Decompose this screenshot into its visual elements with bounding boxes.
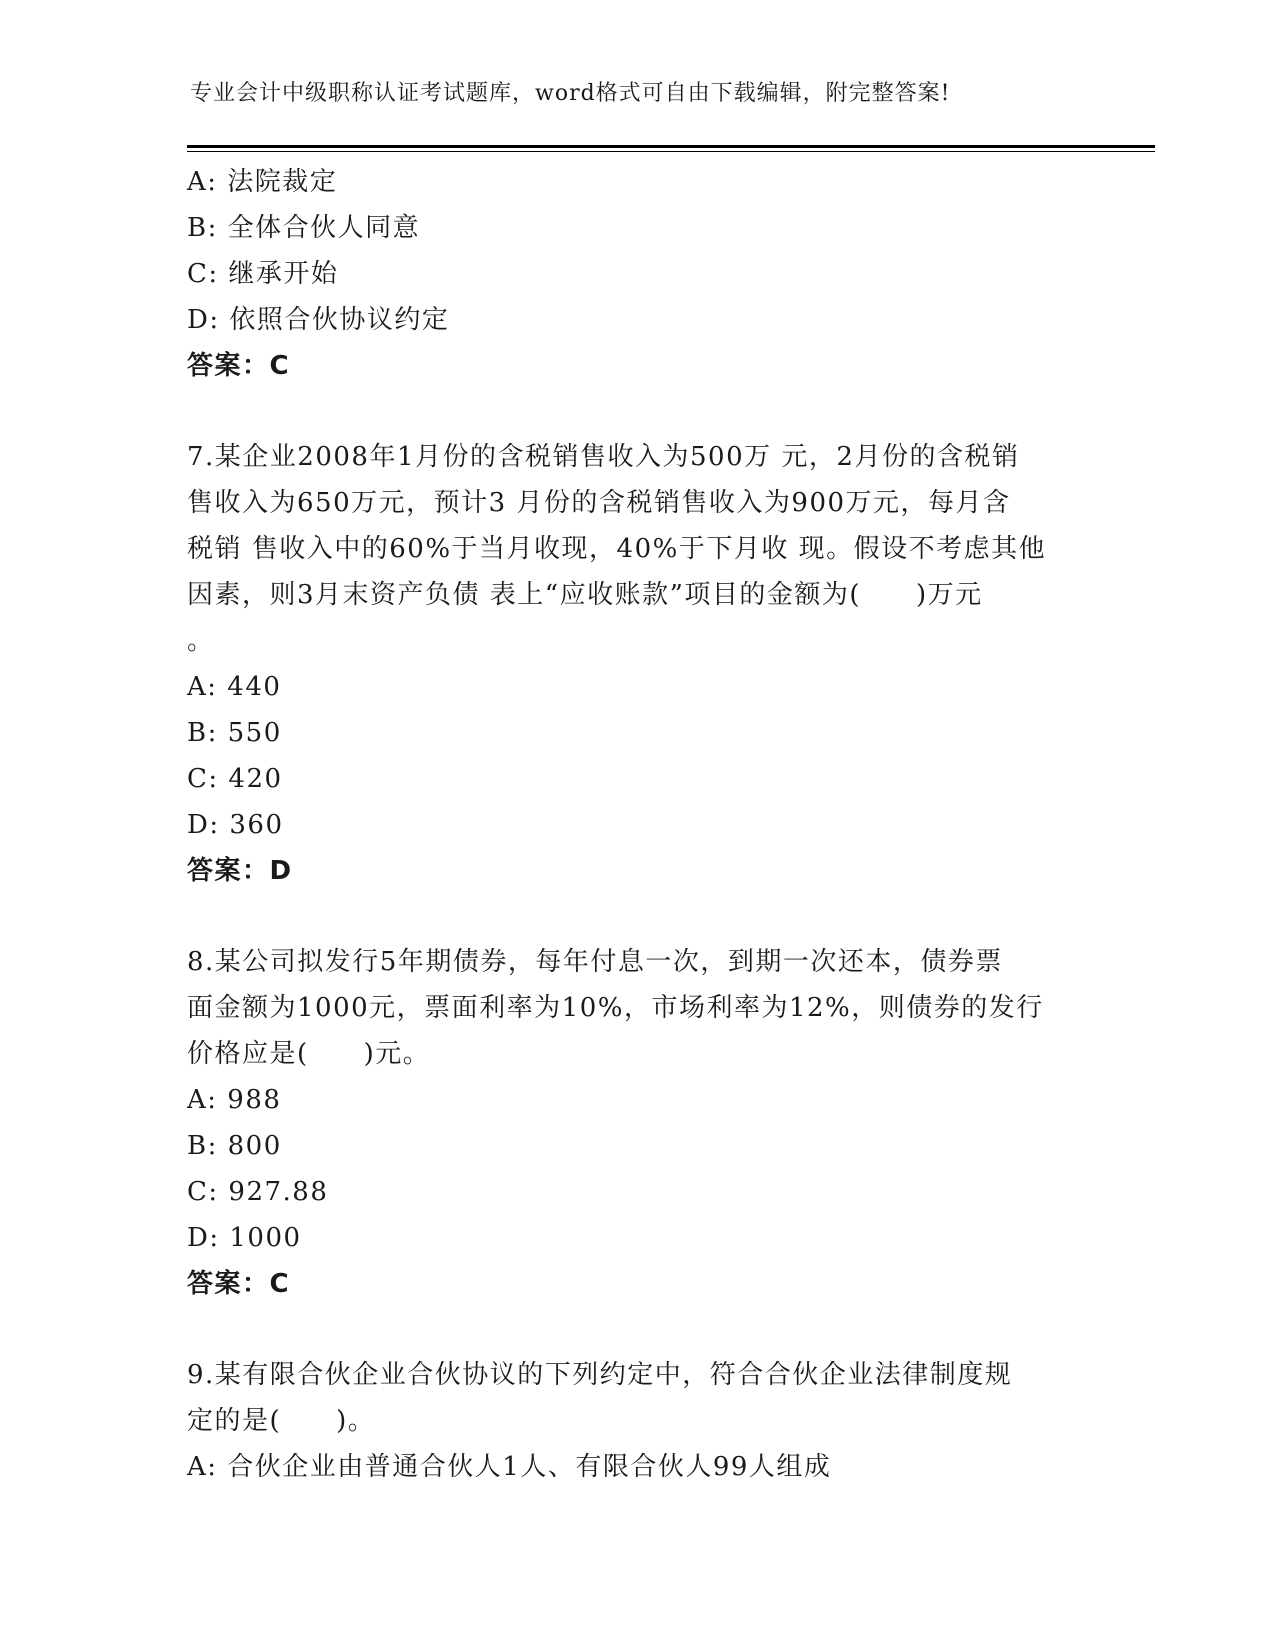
option-d: D: 360 [187,810,284,840]
option-b: B: 800 [187,1131,282,1161]
question-9 [187,1352,1087,1490]
question-7 [187,434,1087,894]
header-rule-thin [187,151,1155,152]
question-text-line: 因素，则3月末资产负债 表上“应收账款”项目的金额为( )万元 [187,580,983,610]
option-a: A: 440 [187,672,282,702]
option-d: D: 1000 [187,1223,302,1253]
question-text-line: 价格应是( )元。 [187,1039,431,1069]
question-text-line: 8.某公司拟发行5年期债券，每年付息一次，到期一次还本，债券票 [187,947,1003,977]
question-text-line: 7.某企业2008年1月份的含税销售收入为500万 元，2月份的含税销 [187,442,1020,472]
question-text-line: 。 [187,626,215,656]
option-c: C: 927.88 [187,1177,329,1207]
question-text-line: 面金额为1000元，票面利率为10%，市场利率为12%，则债券的发行 [187,993,1044,1023]
answer: 答案：C [187,351,291,381]
question-text-line: 售收入为650万元，预计3 月份的含税销售收入为900万元，每月含 [187,488,1011,518]
option-c: C: 420 [187,764,283,794]
option-b: B: 550 [187,718,282,748]
question-text-line: 9.某有限合伙企业合伙协议的下列约定中，符合合伙企业法律制度规 [187,1360,1013,1390]
answer: 答案：C [187,1269,291,1299]
question-text-line: 定的是( )。 [187,1406,376,1436]
option-d: D: 依照合伙协议约定 [187,305,450,335]
question-8 [187,939,1087,1307]
option-a: A: 988 [187,1085,282,1115]
option-c: C: 继承开始 [187,259,339,289]
question-text-line: 税销 售收入中的60%于当月收现，40%于下月收 现。假设不考虑其他 [187,534,1047,564]
option-b: B: 全体合伙人同意 [187,213,421,243]
option-a: A: 合伙企业由普通合伙人1人、有限合伙人99人组成 [187,1452,832,1482]
page-header: 专业会计中级职称认证考试题库，word格式可自由下载编辑，附完整答案! [190,81,951,106]
option-a: A: 法院裁定 [187,167,338,197]
question-content [187,159,1087,1490]
header-rule-thick [187,145,1155,148]
question-6-continued [187,159,1087,389]
answer: 答案：D [187,856,293,886]
